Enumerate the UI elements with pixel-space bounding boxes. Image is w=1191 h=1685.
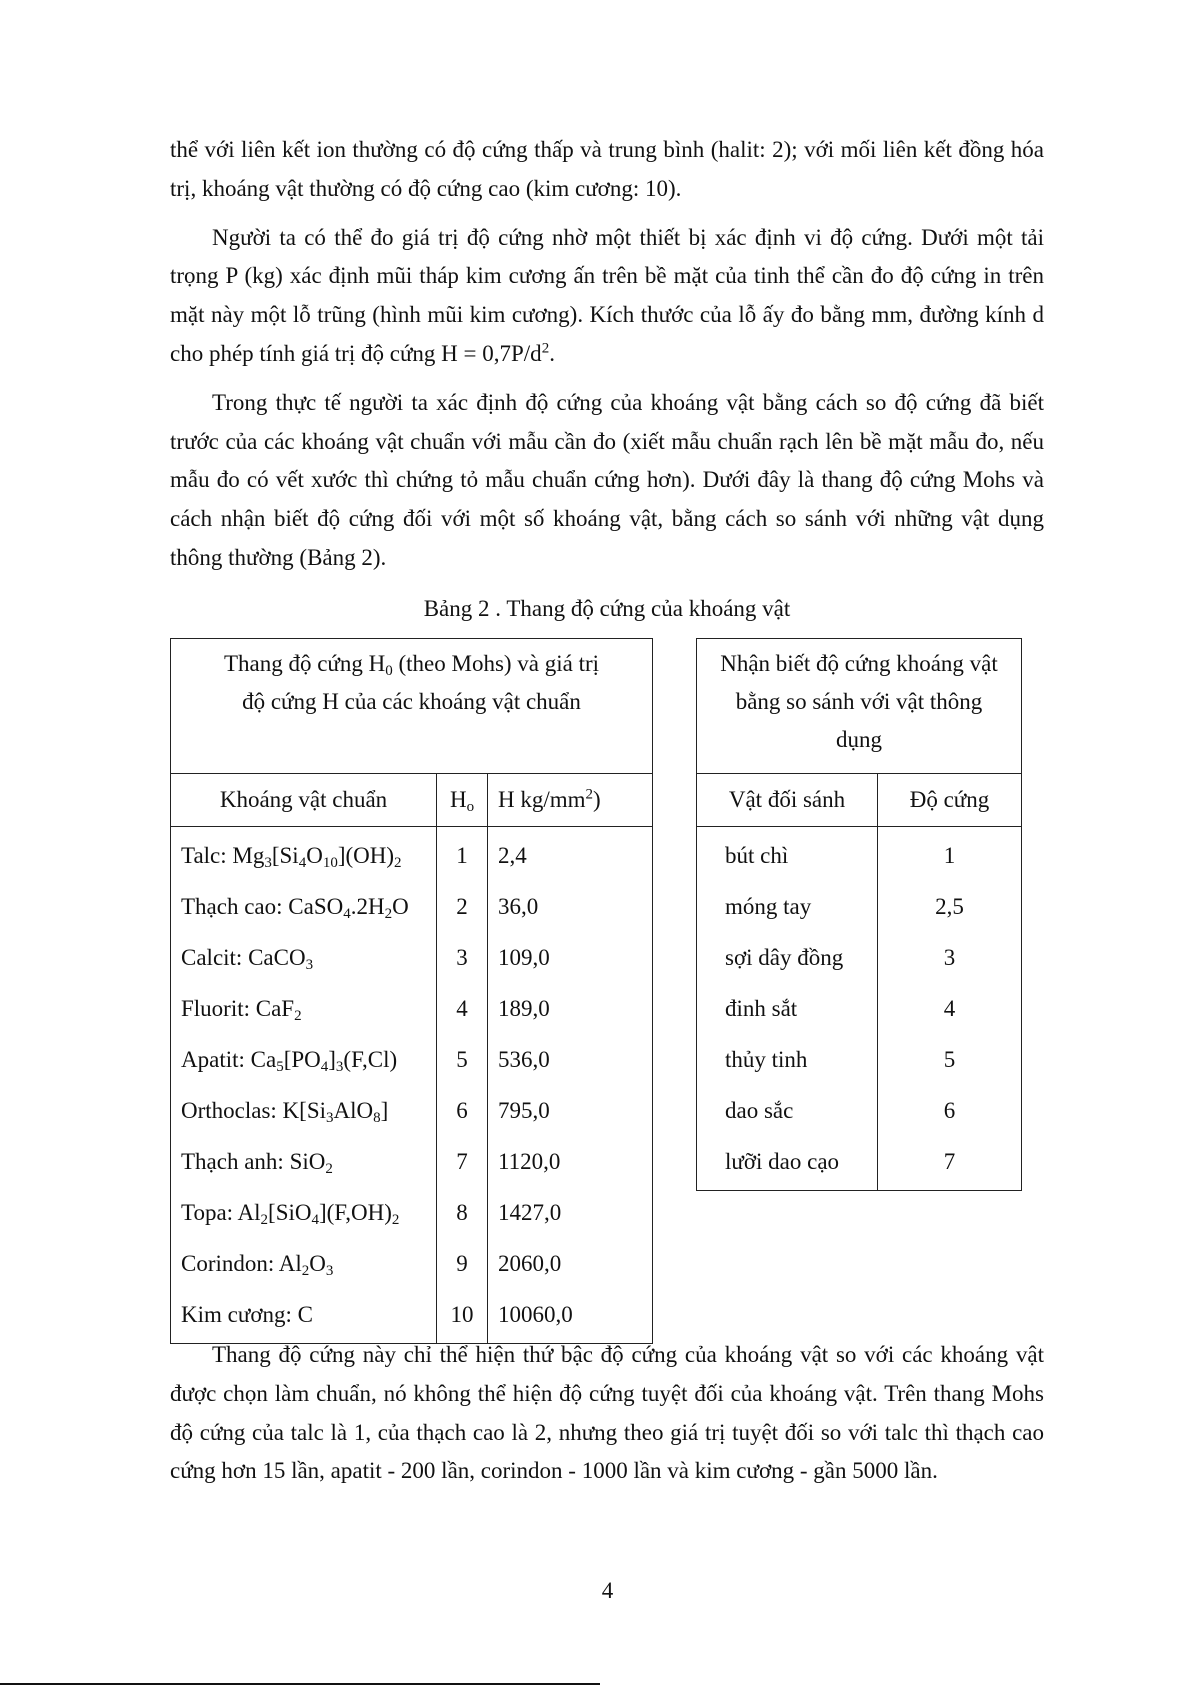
comparison-table [696,638,1022,1191]
mineral-cell: Orthoclas: $K[Si_3AlO_8]$ [181,1098,389,1126]
title-part: Thang độ cứng H [223,651,386,676]
ho-cell: 1 [456,843,468,868]
mineral-cell: Kim cương: C [181,1302,313,1327]
col-header-mineral: Khoáng vật chuẩn [171,774,437,827]
mineral-cell: Talc: $Mg_3[Si_4O_{10}](OH)_2$ [181,843,402,871]
col-header-ho [437,774,488,827]
h-sup: 2 [585,786,594,803]
ho-cell: 8 [456,1200,468,1225]
h-cell: 2060,0 [498,1251,562,1276]
paragraph-3: Trong thực tế người ta xác định độ cứng của khoáng vật bằng cách so độ cứng đã biết trước của các khoáng vật chuẩn với mẫu cần đo (xiết mẫu chuẩn rạch lên bề mặt mẫu đo, nếu mẫu đo có vết xước thì chứng tỏ mẫu chuẩn cứng hơn). Dưới đây là thang độ cứng Mohs và cách nhận biết độ cứng đối với một số khoáng vật, bằng cách so sánh với những vật dụng thông thường (Bảng 2). [170,389,1044,570]
object-cell: bút chì [725,843,789,868]
mineral-cell: Fluorit: CaF$_2$ [181,996,302,1024]
h-cell: 795,0 [498,1098,550,1123]
object-cell: thủy tinh [725,1047,808,1072]
table2-title: Nhận biết độ cứng khoáng vật bằng so sánh với vật thông dụng [697,639,1022,774]
h-cell: 109,0 [498,945,550,970]
object-cell: đinh sắt [725,996,798,1021]
object-cell: móng tay [725,894,812,919]
hardness-column [878,827,1022,1191]
hardness-cell: 4 [943,996,956,1021]
title-part: (theo Mohs) và giá trị [392,651,600,676]
title-part: độ cứng H của các khoáng vật chuẩn [242,689,581,714]
table1-title [171,639,653,774]
h-cell: 1120,0 [498,1149,561,1174]
h-cell: 189,0 [498,996,550,1021]
h-cell: 10060,0 [498,1302,573,1327]
h-column [488,827,653,1344]
ho-cell: 9 [456,1251,468,1276]
body-text-bottom [170,1336,1044,1501]
h-end: ) [593,787,601,812]
body-text-top [170,131,1044,588]
period: . [549,340,555,366]
ho-cell: 5 [456,1047,468,1072]
object-cell: lưỡi dao cạo [725,1149,840,1174]
mineral-cell: Thạch cao: $CaSO_4.2H_2O$ [181,894,409,922]
table-caption: Bảng 2 . Thang độ cứng của khoáng vật [423,596,791,621]
mineral-cell: Topa: $Al_2[SiO_4](F,OH)_2$ [181,1200,400,1228]
h-cell: 36,0 [498,894,539,919]
col-header-hardness: Độ cứng [878,774,1022,827]
hardness-cell: 1 [943,843,956,868]
col-header-h [488,774,653,827]
title-sub: 0 [385,663,393,679]
hardness-cell: 3 [943,945,956,970]
paragraph-2-text: Người ta có thể đo giá trị độ cứng nhờ một thiết bị xác định vi độ cứng. Dưới một tải trọng P (kg) xác định mũi tháp kim cương ấn trên bề mặt của tinh thể cần đo độ cứng in trên mặt này một lỗ trũng (hình mũi kim cương). Kích thước của lỗ ấy đo bằng mm, đường kính d cho phép tính giá trị độ cứng H = 0,7P/d [170,224,1044,366]
object-column [697,827,878,1191]
ho-column [437,827,488,1344]
hardness-cell: 7 [943,1149,956,1174]
ho-sub: o [466,799,475,815]
ho-cell: 2 [456,894,468,919]
hardness-cell: 6 [943,1098,956,1123]
paragraph-1: thể với liên kết ion thường có độ cứng thấp và trung bình (halit: 2); với mối liên kết đồng hóa trị, khoáng vật thường có độ cứng cao (kim cương: 10). [170,137,1044,201]
ho-cell: 6 [456,1098,468,1123]
paragraph-2 [170,219,1044,374]
h-cell: 1427,0 [498,1200,562,1225]
hardness-cell: 5 [943,1047,956,1072]
object-cell: dao sắc [725,1098,794,1123]
ho-cell: 7 [456,1149,468,1174]
object-cell: sợi dây đồng [725,945,844,970]
mohs-scale-table [170,638,653,1344]
h-cell: 2,4 [498,843,527,868]
ho-label: H [449,787,467,812]
ho-cell: 10 [450,1302,474,1327]
col-header-object: Vật đối sánh [697,774,878,827]
ho-cell: 4 [456,996,468,1021]
mineral-cell: Apatit: $Ca_5[PO_4]_3(F,Cl)$ [181,1047,398,1075]
mineral-cell: Calcit: CaCO$_3$ [181,945,314,973]
h-cell: 536,0 [498,1047,550,1072]
h-label: H kg/mm [498,787,586,812]
mineral-cell: Corindon: $Al_2O_3$ [181,1251,334,1279]
mineral-cell: Thạch anh: SiO$_2$ [181,1149,333,1177]
exponent: 2 [541,340,550,357]
ho-cell: 3 [456,945,468,970]
paragraph-4: Thang độ cứng này chỉ thể hiện thứ bậc độ cứng của khoáng vật so với các khoáng vật được chọn làm chuẩn, nó không thể hiện độ cứng tuyệt đối của khoáng vật. Trên thang Mohs độ cứng của talc là 1, của thạch cao là 2, nhưng theo giá trị tuyệt đối so với talc thì thạch cao cứng hơn 15 lần, apatit - 200 lần, corindon - 1000 lần và kim cương - gần 5000 lần. [170,1342,1044,1484]
mineral-column [171,827,437,1344]
page-number: 4 [601,1578,614,1603]
hardness-cell: 2,5 [935,894,964,919]
